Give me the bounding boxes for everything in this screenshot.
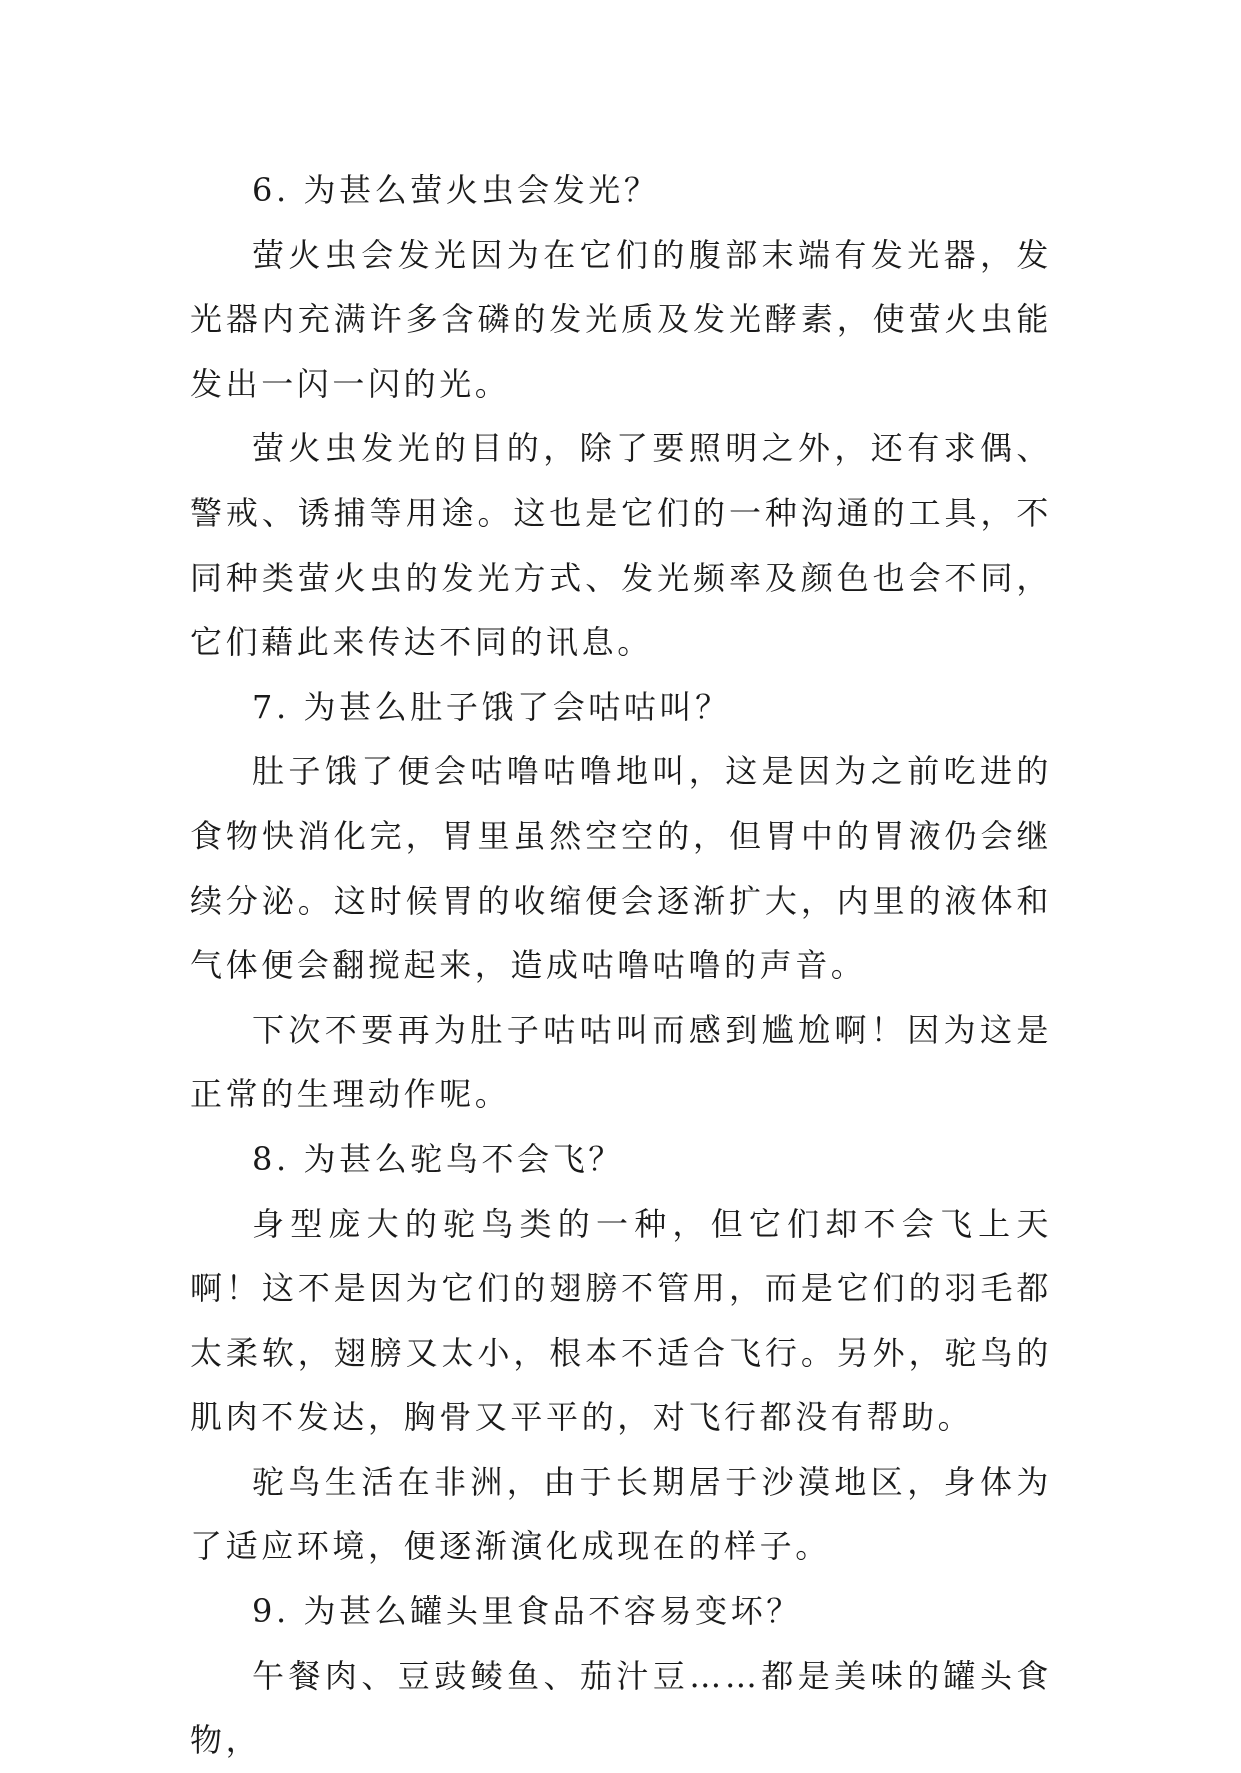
section-7: [190, 675, 1052, 1127]
paragraph: 萤火虫会发光因为在它们的腹部末端有发光器，发光器内充满许多含磷的发光质及发光酵素，使萤火虫能发出一闪一闪的光。: [190, 235, 1052, 403]
section-heading: 8. 为甚么驼鸟不会飞？: [252, 1139, 624, 1178]
section-8: [190, 1127, 1052, 1579]
paragraph: 驼鸟生活在非洲，由于长期居于沙漠地区，身体为了适应环境，便逐渐演化成现在的样子。: [190, 1462, 1052, 1566]
document-page: [190, 158, 1052, 1773]
section-heading: 9. 为甚么罐头里食品不容易变坏？: [252, 1592, 802, 1631]
paragraph: 午餐肉、豆豉鲮鱼、茄汁豆……都是美味的罐头食物，: [190, 1656, 1052, 1760]
section-heading: 7. 为甚么肚子饿了会咕咕叫？: [252, 687, 731, 726]
section-6: [190, 158, 1052, 675]
paragraph: 肚子饿了便会咕噜咕噜地叫，这是因为之前吃进的食物快消化完，胃里虽然空空的，但胃中的胃液仍会继续分泌。这时候胃的收缩便会逐渐扩大，内里的液体和气体便会翻搅起来，造成咕噜咕噜的声音。: [190, 752, 1052, 985]
paragraph: 萤火虫发光的目的，除了要照明之外，还有求偶、警戒、诱捕等用途。这也是它们的一种沟通的工具，不同种类萤火虫的发光方式、发光频率及颜色也会不同，它们藉此来传达不同的讯息。: [190, 429, 1052, 662]
section-9: [190, 1579, 1052, 1773]
section-heading: 6. 为甚么萤火虫会发光？: [252, 171, 660, 209]
paragraph: 身型庞大的驼鸟类的一种，但它们却不会飞上天啊！这不是因为它们的翅膀不管用，而是它们的羽毛都太柔软，翅膀又太小，根本不适合飞行。另外，驼鸟的肌肉不发达，胸骨又平平的，对飞行都没有帮助。: [190, 1204, 1052, 1437]
paragraph: 下次不要再为肚子咕咕叫而感到尴尬啊！因为这是正常的生理动作呢。: [190, 1010, 1052, 1114]
